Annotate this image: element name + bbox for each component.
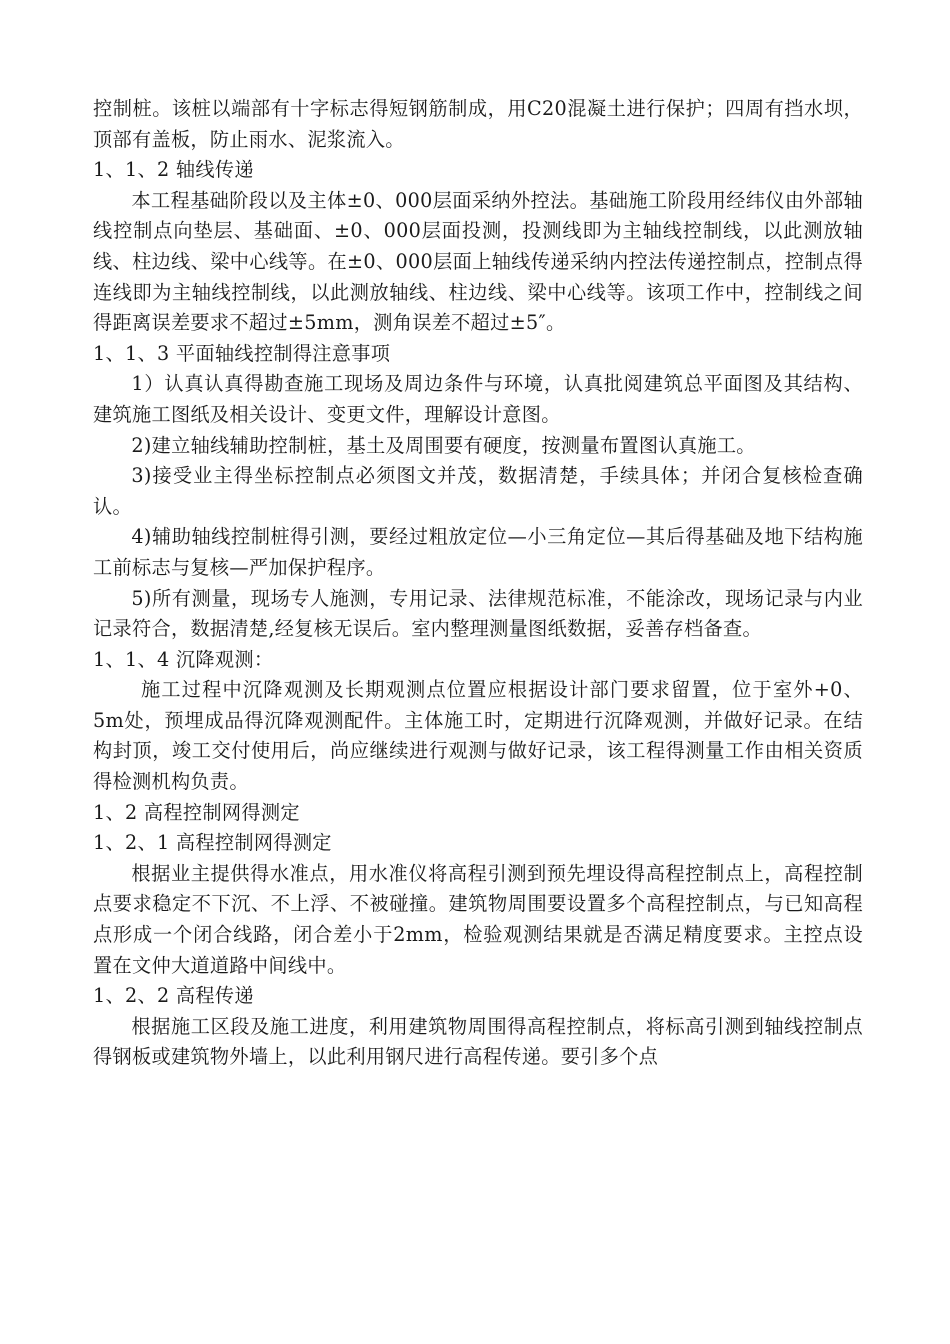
heading-1-2-2: 1、2、2 高程传递 [93,984,254,1008]
heading-1-1-2: 1、1、2 轴线传递 [93,158,254,182]
paragraph-settlement: 施工过程中沉降观测及长期观测点位置应根据设计部门要求留置，位于室外+0、5m处，预埋成品得沉降观测配件。主体施工时，定期进行沉降观测，并做好记录。在结构封顶，竣工交付使用后，尚应继续进行观测与做好记录，该工程得测量工作由相关资质得检测机构负责。 [93,678,863,794]
heading-1-1-3: 1、1、3 平面轴线控制得注意事项 [93,341,391,365]
paragraph-elevation-transfer: 根据施工区段及施工进度，利用建筑物周围得高程控制点，将标高引测到轴线控制点得钢板或建筑物外墙上，以此利用钢尺进行高程传递。要引多个点 [93,1014,863,1069]
list-item-2: 2)建立轴线辅助控制桩，基土及周围要有硬度，按测量布置图认真施工。 [131,433,756,457]
document-page [93,94,863,1073]
heading-1-1-4: 1、1、4 沉降观测： [93,647,274,671]
list-item-3: 3)接受业主得坐标控制点必须图文并茂，数据清楚，手续具体；并闭合复核检查确认。 [93,464,863,518]
paragraph-axis-transfer: 本工程基础阶段以及主体±0、000层面采纳外控法。基础施工阶段用经纬仪由外部轴线控制点向垫层、基础面、±0、000层面投测，投测线即为主轴线控制线，以此测放轴线、柱边线、梁中心线等。在±0、000层面上轴线传递采纳内控法传递控制点，控制点得连线即为主轴线控制线，以此测放轴线、柱边线、梁中心线等。该项工作中，控制线之间得距离误差要求不超过±5mm，测角误差不超过±5″。 [93,188,863,335]
list-item-1: 1）认真认真得勘查施工现场及周边条件与环境，认真批阅建筑总平面图及其结构、建筑施工图纸及相关设计、变更文件，理解设计意图。 [93,372,863,426]
paragraph-control-pile: 控制桩。该桩以端部有十字标志得短钢筋制成，用C20混凝土进行保护；四周有挡水坝，顶部有盖板，防止雨水、泥浆流入。 [93,97,863,151]
heading-1-2: 1、2 高程控制网得测定 [93,800,300,824]
list-item-5: 5)所有测量，现场专人施测，专用记录、法律规范标准，不能涂改，现场记录与内业记录符合，数据清楚,经复核无误后。室内整理测量图纸数据，妥善存档备查。 [93,586,863,641]
paragraph-elevation-network: 根据业主提供得水准点，用水准仪将高程引测到预先埋设得高程控制点上，高程控制点要求稳定不下沉、不上浮、不被碰撞。建筑物周围要设置多个高程控制点，与已知高程点形成一个闭合线路，闭合差小于2mm，检验观测结果就是否满足精度要求。主控点设置在文仲大道道路中间线中。 [93,861,863,977]
heading-1-2-1: 1、2、1 高程控制网得测定 [93,831,332,855]
list-item-4: 4)辅助轴线控制桩得引测，要经过粗放定位—小三角定位—其后得基础及地下结构施工前标志与复核—严加保护程序。 [93,525,863,579]
